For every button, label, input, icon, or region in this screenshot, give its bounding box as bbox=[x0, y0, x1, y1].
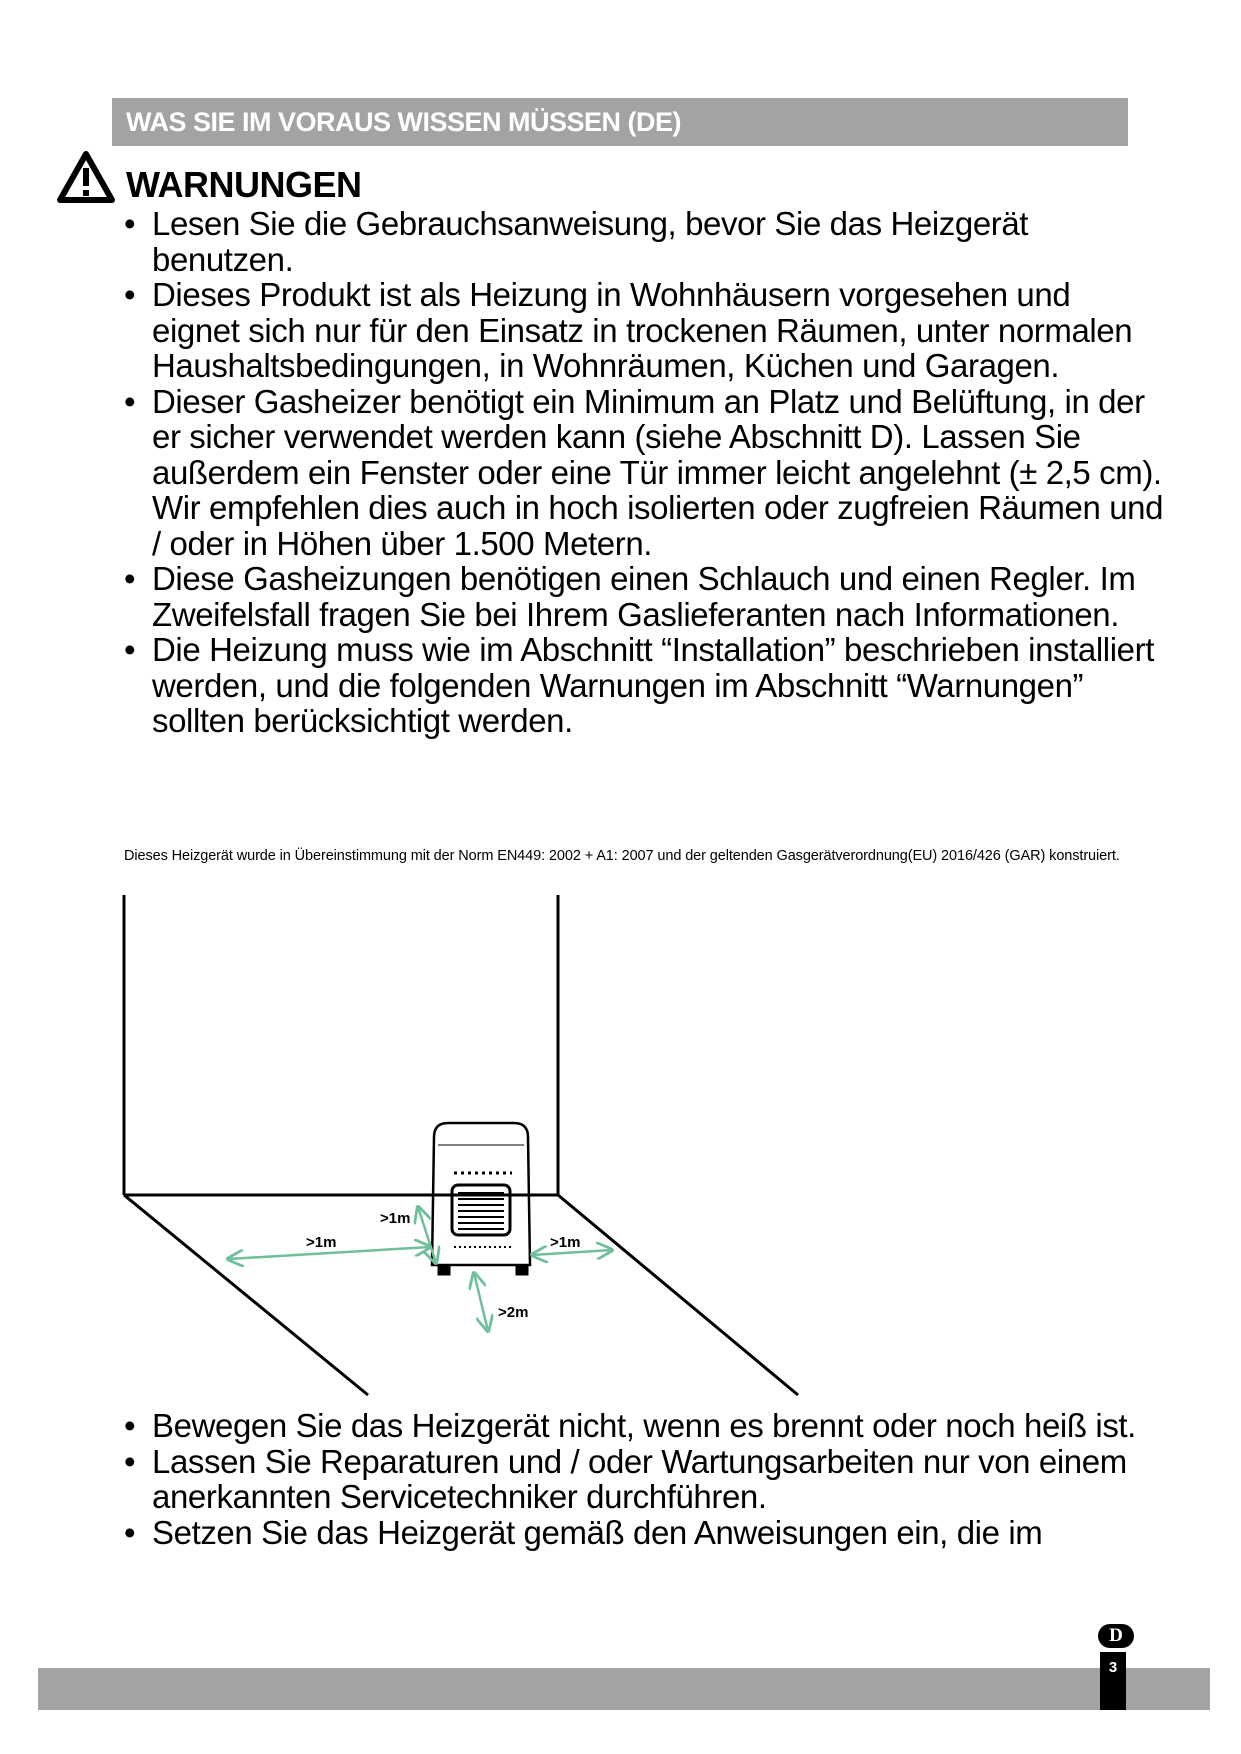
list-item: • Die Heizung muss wie im Abschnitt “Installation” beschrieben installiert werden, und die folgenden Warnungen im Abschnitt “Warnungen” sollten berücksichtigt werden. bbox=[124, 632, 1164, 739]
heater-icon bbox=[432, 1123, 530, 1275]
clearance-diagram bbox=[118, 895, 818, 1415]
label-right: >1m bbox=[550, 1234, 581, 1251]
warnings-title: WARNUNGEN bbox=[126, 164, 362, 205]
list-item: • Lesen Sie die Gebrauchsanweisung, bevor Sie das Heizgerät benutzen. bbox=[124, 206, 1164, 277]
language-badge: D bbox=[1098, 1624, 1134, 1648]
list-item: • Setzen Sie das Heizgerät gemäß den Anweisungen ein, die im bbox=[124, 1515, 1164, 1551]
warning-text: Bewegen Sie das Heizgerät nicht, wenn es brennt oder noch heiß ist. bbox=[152, 1407, 1136, 1444]
clearance-arrows bbox=[228, 1207, 612, 1331]
warning-triangle-icon bbox=[56, 150, 116, 204]
section-header: WAS SIE IM VORAUS WISSEN MÜSSEN (DE) bbox=[112, 98, 1128, 146]
list-item: • Bewegen Sie das Heizgerät nicht, wenn es brennt oder noch heiß ist. bbox=[124, 1408, 1164, 1444]
norm-note: Dieses Heizgerät wurde in Übereinstimmung mit der Norm EN449: 2002 + A1: 2007 und der geltenden Gasgerätverordnung(EU) 2016/426 (GAR) konstruiert. bbox=[124, 848, 1120, 864]
list-item: • Dieser Gasheizer benötigt ein Minimum an Platz und Belüftung, in der er sicher verwendet werden kann (siehe Abschnitt D). Lassen Sie außerdem ein Fenster oder eine Tür immer leicht angelehnt (± 2,5 cm). Wir empfehlen dies auch in hoch isolierten oder zugfreien Räumen und / oder in Höhen über 1.500 Metern. bbox=[124, 382, 1164, 562]
warnings-list bbox=[124, 206, 1164, 739]
arrow-front bbox=[474, 1273, 488, 1331]
warning-text: Diese Gasheizungen benötigen einen Schlauch und einen Regler. Im Zweifelsfall fragen Sie bei Ihrem Gaslieferanten nach Informationen. bbox=[152, 560, 1136, 633]
page-number: 3 bbox=[1100, 1652, 1126, 1710]
warning-text: Dieses Produkt ist als Heizung in Wohnhäusern vorgesehen und eignet sich nur für den Einsatz in trockenen Räumen, unter normalen Haushaltsbedingungen, in Wohnräumen, Küchen und Garagen. bbox=[152, 276, 1133, 384]
label-top: >1m bbox=[380, 1210, 411, 1227]
warning-text: Dieser Gasheizer benötigt ein Minimum an Platz und Belüftung, in der er sicher verwendet werden kann (siehe Abschnitt D). Lassen Sie außerdem ein Fenster oder eine Tür immer leicht angelehnt (± 2,5 cm). Wir empfehlen dies auch in hoch isolierten oder zugfreien Räumen und / oder in Höhen über 1.500 Metern. bbox=[152, 382, 1164, 562]
label-left: >1m bbox=[306, 1234, 337, 1251]
more-warnings-list bbox=[124, 1408, 1164, 1550]
list-item: • Diese Gasheizungen benötigen einen Schlauch und einen Regler. Im Zweifelsfall fragen Sie bei Ihrem Gaslieferanten nach Informationen. bbox=[124, 561, 1164, 632]
label-front: >2m bbox=[498, 1304, 529, 1321]
warning-text: Die Heizung muss wie im Abschnitt “Installation” beschrieben installiert werden, und die folgenden Warnungen im Abschnitt “Warnungen” sollten berücksichtigt werden. bbox=[152, 631, 1154, 739]
warning-text: Lesen Sie die Gebrauchsanweisung, bevor Sie das Heizgerät benutzen. bbox=[152, 205, 1029, 278]
list-item: • Dieses Produkt ist als Heizung in Wohnhäusern vorgesehen und eignet sich nur für den Einsatz in trockenen Räumen, unter normalen Haushaltsbedingungen, in Wohnräumen, Küchen und Garagen. bbox=[124, 277, 1164, 384]
warning-text: Setzen Sie das Heizgerät gemäß den Anweisungen ein, die im bbox=[152, 1513, 1043, 1551]
warning-text: Lassen Sie Reparaturen und / oder Wartungsarbeiten nur von einem anerkannten Servicetechniker durchführen. bbox=[152, 1442, 1127, 1515]
footer-bar bbox=[38, 1668, 1210, 1710]
list-item: • Lassen Sie Reparaturen und / oder Wartungsarbeiten nur von einem anerkannten Servicetechniker durchführen. bbox=[124, 1444, 1164, 1515]
